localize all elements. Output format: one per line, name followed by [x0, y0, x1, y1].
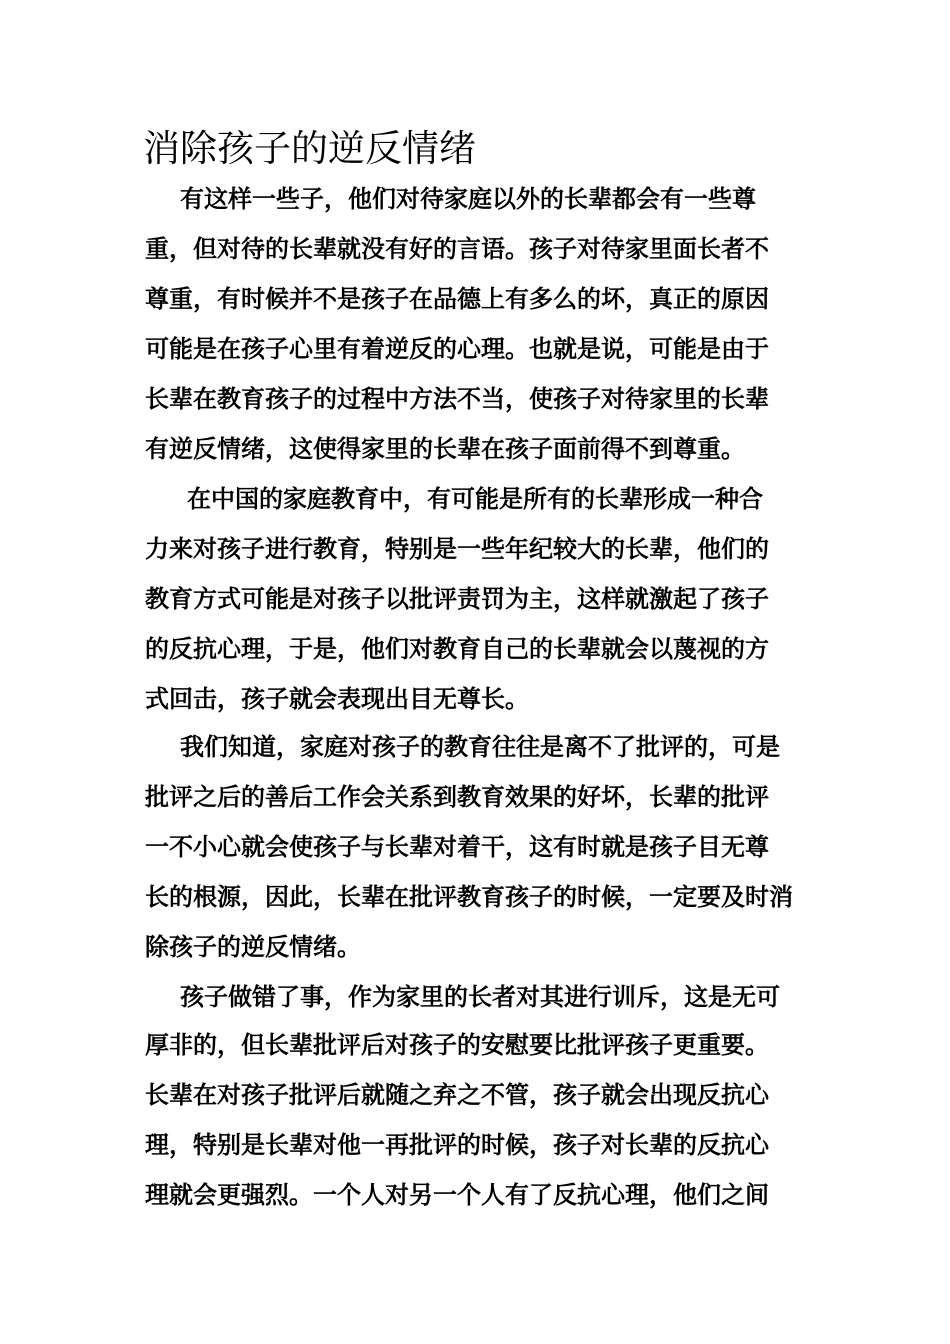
paragraph-3-line-5: 除孩子的逆反情绪。	[145, 933, 361, 961]
paragraph-4-line-4: 理，特别是长辈对他一再批评的时候，孩子对长辈的反抗心	[145, 1131, 769, 1159]
paragraph-2-line-1: 在中国的家庭教育中，有可能是所有的长辈形成一种合	[187, 485, 763, 513]
paragraph-1-line-5: 长辈在教育孩子的过程中方法不当，使孩子对待家里的长辈	[145, 385, 769, 413]
paragraph-2-line-2: 力来对孩子进行教育，特别是一些年纪较大的长辈，他们的	[145, 535, 769, 563]
paragraph-3-line-2: 批评之后的善后工作会关系到教育效果的好坏，长辈的批评	[145, 783, 769, 811]
document-title: 消除孩子的逆反情绪	[143, 127, 476, 170]
paragraph-4-line-5: 理就会更强烈。一个人对另一个人有了反抗心理，他们之间	[145, 1181, 769, 1209]
paragraph-4-line-2: 厚非的，但长辈批评后对孩子的安慰要比批评孩子更重要。	[145, 1031, 769, 1059]
paragraph-3-line-1: 我们知道，家庭对孩子的教育往往是离不了批评的，可是	[180, 733, 780, 761]
paragraph-3-line-3: 一不小心就会使孩子与长辈对着干，这有时就是孩子目无尊	[145, 833, 769, 861]
paragraph-2-line-3: 教育方式可能是对孩子以批评责罚为主，这样就激起了孩子	[145, 585, 769, 613]
paragraph-4-line-1: 孩子做错了事，作为家里的长者对其进行训斥，这是无可	[180, 983, 780, 1011]
paragraph-4-line-3: 长辈在对孩子批评后就随之弃之不管，孩子就会出现反抗心	[145, 1081, 769, 1109]
paragraph-1-line-3: 尊重，有时候并不是孩子在品德上有多么的坏，真正的原因	[145, 285, 769, 313]
paragraph-3-line-4: 长的根源，因此，长辈在批评教育孩子的时候，一定要及时消	[145, 883, 793, 911]
paragraph-1-line-4: 可能是在孩子心里有着逆反的心理。也就是说，可能是由于	[145, 335, 769, 363]
paragraph-2-line-5: 式回击，孩子就会表现出目无尊长。	[145, 685, 529, 713]
paragraph-1-line-1: 有这样一些子，他们对待家庭以外的长辈都会有一些尊	[180, 185, 756, 213]
paragraph-1-line-2: 重，但对待的长辈就没有好的言语。孩子对待家里面长者不	[145, 235, 769, 263]
paragraph-1-line-6: 有逆反情绪，这使得家里的长辈在孩子面前得不到尊重。	[145, 435, 745, 463]
paragraph-2-line-4: 的反抗心理，于是，他们对教育自己的长辈就会以蔑视的方	[145, 635, 769, 663]
